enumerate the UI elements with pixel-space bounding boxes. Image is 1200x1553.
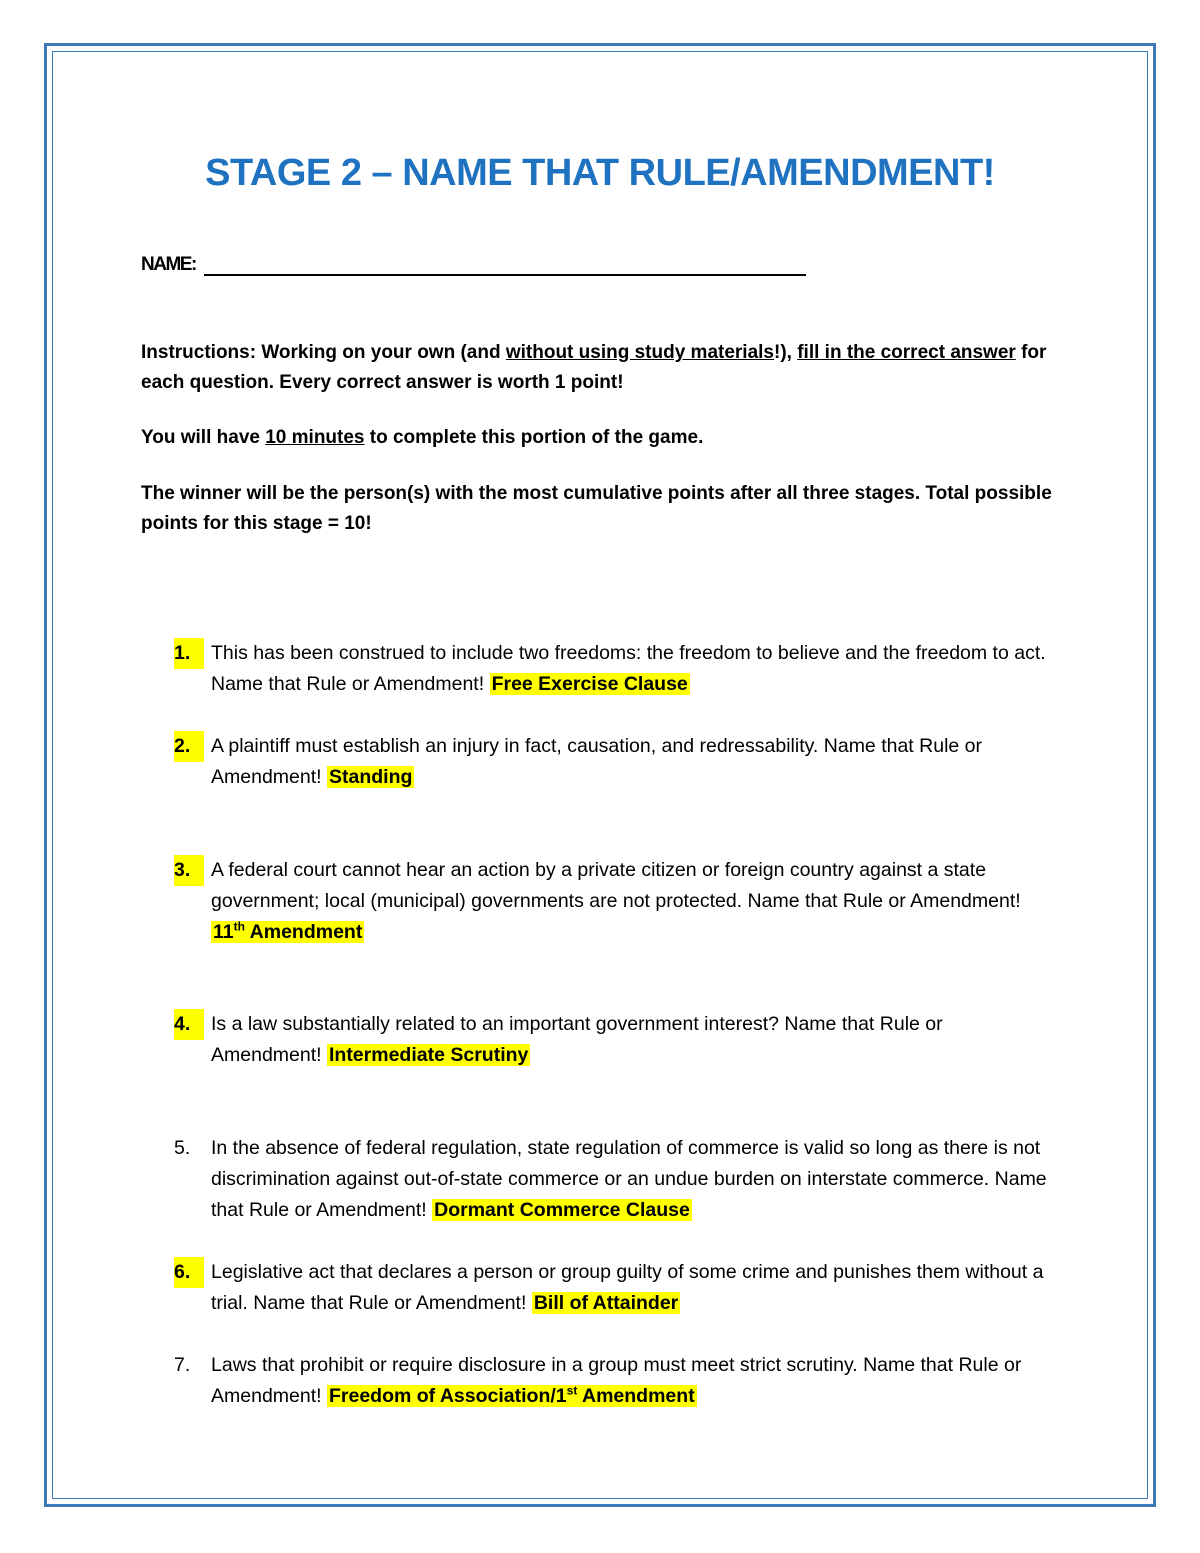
question-number: 5. <box>174 1137 191 1159</box>
time-paragraph <box>141 423 1061 453</box>
answer-highlight <box>327 1385 697 1407</box>
answer-highlight: Standing <box>328 766 413 788</box>
question-5 <box>174 1133 1054 1226</box>
question-1 <box>174 638 1054 700</box>
question-7 <box>174 1350 1054 1412</box>
instructions-emphasis-materials: without using study materials <box>505 342 775 363</box>
question-number: 4. <box>174 1009 204 1040</box>
winner-paragraph: The winner will be the person(s) with the most cumulative points after all three stages. Total possible points for this stage = 10! <box>141 483 1052 534</box>
question-number: 6. <box>174 1257 204 1288</box>
answer-superscript: th <box>233 919 245 934</box>
question-number: 2. <box>174 731 204 762</box>
time-text: You will have <box>141 427 266 448</box>
question-2 <box>174 731 1054 793</box>
question-text: A federal court cannot hear an action by a private citizen or foreign country against a state government; local (municipal) governments are not protected. Name that Rule or Amendment! <box>211 859 1021 912</box>
answer-highlight: Bill of Attainder <box>533 1292 679 1314</box>
answer-highlight: Intermediate Scrutiny <box>328 1044 529 1066</box>
answer-superscript: st <box>566 1383 578 1398</box>
answer-highlight: Free Exercise Clause <box>491 673 688 695</box>
instructions-emphasis-answer: fill in the correct answer <box>797 342 1016 363</box>
answer-text: Freedom of Association/1 <box>328 1385 567 1407</box>
instructions-paragraph <box>141 338 1061 398</box>
page-title: STAGE 2 – NAME THAT RULE/AMENDMENT! <box>205 152 995 194</box>
name-label: NAME: <box>141 254 196 275</box>
question-text: Laws that prohibit or require disclosure in a group must meet strict scrutiny. Name that Rule or Amendment! <box>211 1354 1022 1407</box>
name-field-row <box>141 254 806 276</box>
answer-text: Amendment <box>577 1385 695 1407</box>
question-4 <box>174 1009 1054 1071</box>
question-number: 7. <box>174 1354 191 1376</box>
name-blank-line[interactable] <box>204 254 806 276</box>
answer-text: Amendment <box>244 921 363 943</box>
time-text: to complete this portion of the game. <box>364 427 704 448</box>
question-text: Is a law substantially related to an important government interest? Name that Rule or Amendment! <box>211 1013 943 1066</box>
question-text: A plaintiff must establish an injury in fact, causation, and redressability. Name that Rule or Amendment! <box>211 735 983 788</box>
answer-text: 11 <box>213 921 234 943</box>
question-number: 3. <box>174 855 204 886</box>
instructions-text: !), <box>774 342 798 363</box>
question-text: This has been construed to include two freedoms: the freedom to believe and the freedom to act. Name that Rule or Amendment! <box>211 642 1046 695</box>
question-6 <box>174 1257 1054 1319</box>
instructions-text: for each question. Every correct answer is worth 1 point! <box>141 342 1047 393</box>
question-text: In the absence of federal regulation, state regulation of commerce is valid so long as there is not discrimination against out-of-state commerce or an undue burden on interstate commerce. Name that Rule or Amendment! <box>211 1137 1047 1221</box>
answer-highlight: Dormant Commerce Clause <box>434 1199 690 1221</box>
answer-highlight <box>211 921 364 943</box>
question-text: Legislative act that declares a person or group guilty of some crime and punishes them without a trial. Name that Rule or Amendment! <box>211 1261 1044 1314</box>
question-number: 1. <box>174 638 204 669</box>
question-3 <box>174 855 1054 948</box>
time-emphasis: 10 minutes <box>265 427 365 448</box>
instructions-text: Instructions: Working on your own (and <box>141 342 506 363</box>
